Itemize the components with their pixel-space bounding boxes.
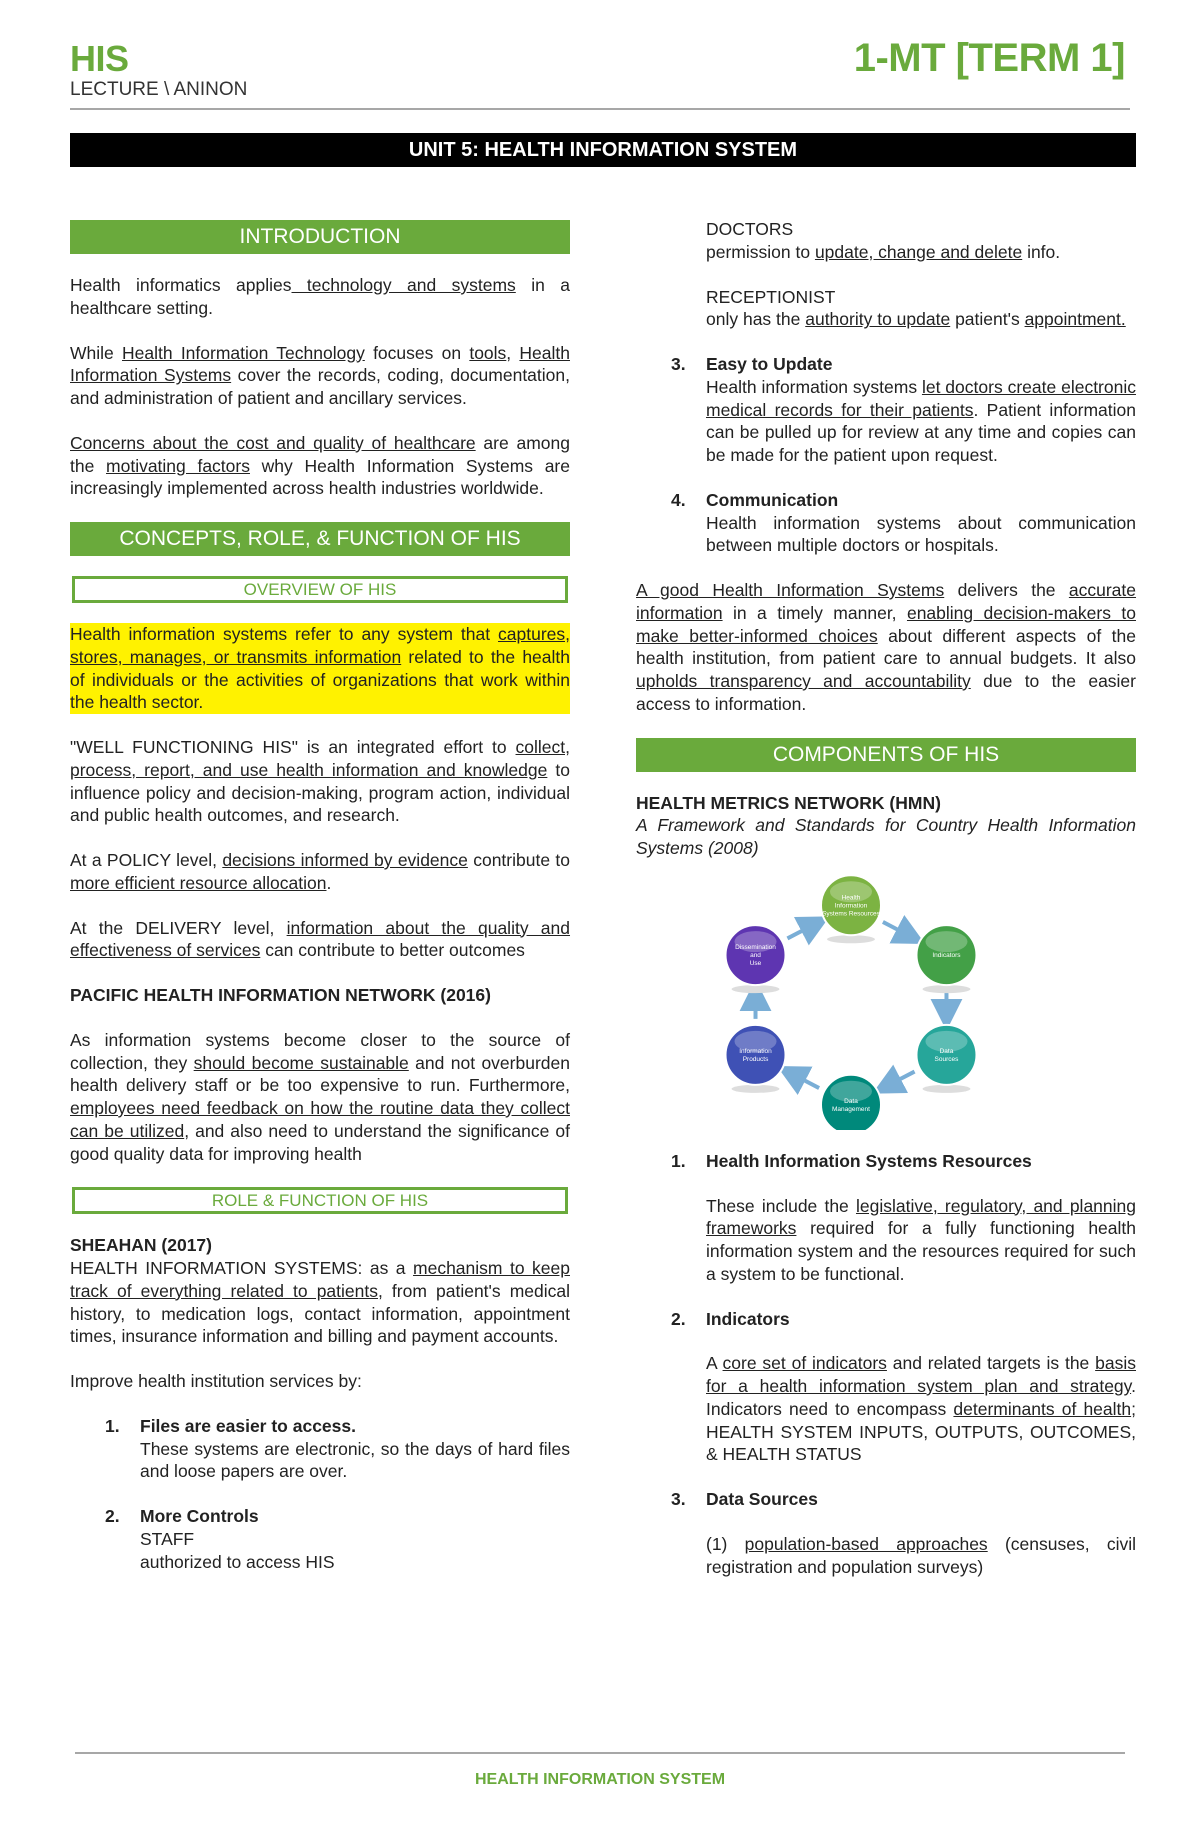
sheahan-heading: SHEAHAN (2017) <box>70 1235 212 1256</box>
right-column <box>636 218 1136 1600</box>
list-item: 3. Data Sources (1) population-based approaches (censuses, civil registration and population surveys) <box>671 1489 1137 1577</box>
diagram-node <box>821 1075 881 1130</box>
components-list <box>636 1150 1136 1579</box>
hmn-components-diagram <box>636 870 1136 1130</box>
section-heading-introduction: INTRODUCTION <box>70 220 570 254</box>
unit-title: UNIT 5: HEALTH INFORMATION SYSTEM <box>70 133 1136 167</box>
header-term: 1-MT [TERM 1] <box>853 36 1125 80</box>
intro-paragraph-2: While Health Information Technology focuses on tools, Health Information Systems cover the records, coding, documentation, and administration of patient and ancillary services. <box>70 342 570 408</box>
phin-paragraph: As information systems become closer to the source of collection, they should become sustainable and not overburden health delivery staff or be too expensive to run. Furthermore, employees need feedback on how the routine data they collect can be utilized, and also need to understand the significance of good quality data for improving health <box>70 1029 570 1164</box>
list-item: 1. Files are easier to access. These systems are electronic, so the days of hard files and loose papers are over. <box>105 1415 570 1482</box>
overview-highlighted-definition: Health information systems refer to any system that captures, stores, manages, or transmits information related to the health of individuals or the activities of organizations that work within the health sector. <box>70 624 570 713</box>
header-divider <box>70 108 1130 110</box>
cycle-arrow <box>787 924 815 939</box>
cycle-arrow <box>886 1071 914 1086</box>
well-functioning-his-paragraph: "WELL FUNCTIONING HIS" is an integrated effort to collect, process, report, and use health information and knowledge to influence policy and decision-making, program action, individual and public health outcomes, and research. <box>70 737 570 826</box>
sheahan-paragraph: HEALTH INFORMATION SYSTEMS: as a mechanism to keep track of everything related to patients, from patient's medical history, to medication logs, contact information, appointment times, insurance information and billing and payment accounts. <box>70 1258 570 1347</box>
cycle-arrow <box>883 922 911 937</box>
footer-divider <box>75 1752 1125 1754</box>
diagram-node <box>726 1025 786 1093</box>
intro-paragraph-3: Concerns about the cost and quality of healthcare are among the motivating factors why Health Information Systems are increasingly implemented across health industries worldwide. <box>70 432 570 499</box>
list-item: 2. Indicators A core set of indicators and related targets is the basis for a health information system plan and strategy. Indicators need to encompass determinants of health; HEALTH SYSTEM INPUTS, OUTPUTS, OUTCOMES, & HEALTH STATUS <box>671 1308 1136 1465</box>
policy-level-paragraph: At a POLICY level, decisions informed by evidence contribute to more efficient resource allocation. <box>70 850 570 893</box>
header-subject: HIS <box>70 38 129 79</box>
list-item: 2. More Controls STAFF authorized to access HIS <box>105 1506 335 1572</box>
hmn-cycle-svg <box>636 870 1136 1130</box>
list-item: 4. Communication Health information systems about communication between multiple doctors or hospitals. <box>671 489 1136 556</box>
header-lecture: LECTURE \ ANINON <box>70 79 248 100</box>
phin-heading: PACIFIC HEALTH INFORMATION NETWORK (2016) <box>70 985 491 1005</box>
hmn-subtitle: A Framework and Standards for Country Health Information Systems (2008) <box>636 815 1136 858</box>
section-heading-components: COMPONENTS OF HIS <box>636 738 1136 772</box>
hmn-heading: HEALTH METRICS NETWORK (HMN) <box>636 792 941 813</box>
diagram-node-label: Data Sources <box>934 1047 959 1063</box>
footer-title: HEALTH INFORMATION SYSTEM <box>474 1771 726 1788</box>
receptionist-block: RECEPTIONIST only has the authority to update patient's appointment. <box>706 286 1126 330</box>
doctors-block: DOCTORS permission to update, change and delete info. <box>706 219 1061 262</box>
diagram-node-label: Dissemination and Use <box>735 943 776 967</box>
diagram-node-label: Health Information Systems Resources <box>822 894 880 917</box>
improve-services-intro: Improve health institution services by: <box>70 1371 362 1391</box>
subsection-heading-role-function: ROLE & FUNCTION OF HIS <box>72 1187 568 1214</box>
list-item: 3. Easy to Update Health information systems let doctors create electronic medical records for their patients. Patient information can be pulled up for review at any time and copies can be made for the patient upon request. <box>671 354 1136 465</box>
diagram-node-label: Indicators <box>932 951 961 959</box>
intro-paragraph-1: Health informatics applies technology and systems in a healthcare setting. <box>70 275 570 318</box>
good-his-paragraph: A good Health Information Systems delivers the accurate information in a timely manner, enabling decision-makers to make better-informed choices about different aspects of the health institution, from patient care to annual budgets. It also upholds transparency and accountability due to the easier access to information. <box>636 580 1137 714</box>
improve-services-list-continued <box>636 353 1136 557</box>
diagram-node <box>726 925 786 993</box>
list-item: 1. Health Information Systems Resources These include the legislative, regulatory, and planning frameworks required for a fully functioning health information system and the resources required for such a system to be functional. <box>671 1150 1136 1284</box>
diagram-node <box>916 1025 976 1093</box>
diagram-node-label: Data Management <box>832 1097 870 1113</box>
diagram-node-label: Information Products <box>739 1047 772 1063</box>
section-heading-concepts: CONCEPTS, ROLE, & FUNCTION OF HIS <box>70 522 570 556</box>
subsection-heading-overview: OVERVIEW OF HIS <box>72 576 568 603</box>
improve-services-list <box>70 1415 570 1574</box>
delivery-level-paragraph: At the DELIVERY level, information about the quality and effectiveness of services can contribute to better outcomes <box>70 917 571 961</box>
diagram-node <box>821 875 881 943</box>
left-column <box>70 220 570 1595</box>
diagram-node <box>916 925 976 993</box>
cycle-arrow <box>791 1073 819 1088</box>
